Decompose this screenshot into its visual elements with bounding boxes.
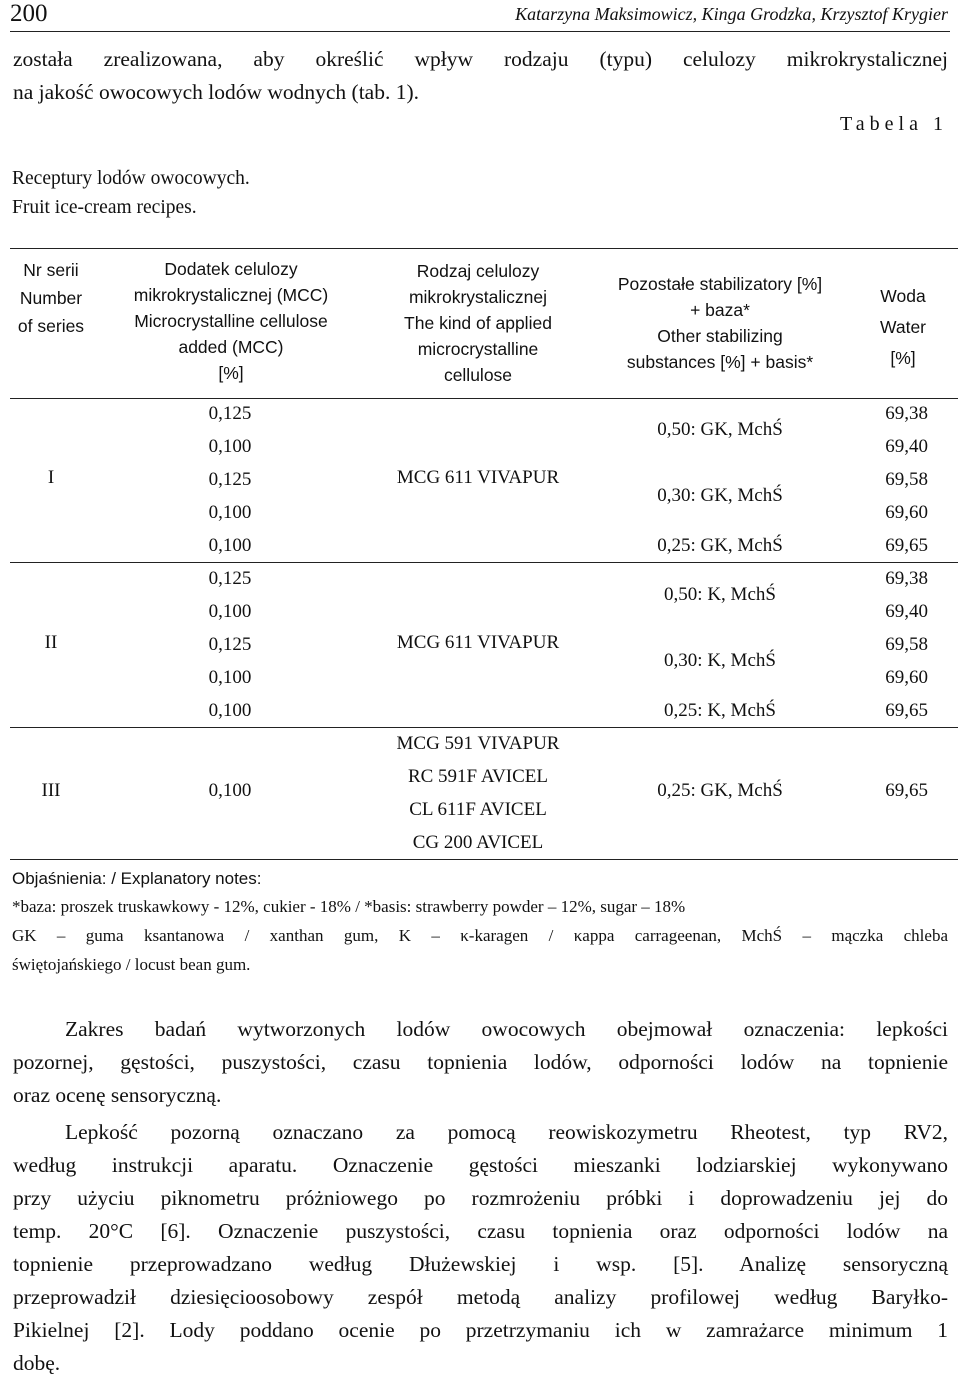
col-header-stab-line: Pozostałe stabilizatory [%] [617,274,823,294]
table-rule-bottom [10,859,958,860]
col-header-mcc-line: Microcrystalline cellulose [134,311,328,331]
cellulose-kind: MCG 611 VIVAPUR [396,632,560,653]
running-header-authors: Katarzyna Maksimowicz, Kinga Grodzka, Krzysztof Krygier [515,4,948,24]
col-header-stabilizers [592,271,848,375]
body-p2-line-3: przy użyciu piknometru próżniowego po rozmrożeniu próbki i doprowadzeniu jej do [13,1186,948,1210]
col-header-kind-line: microcrystalline [417,339,539,359]
col-header-series [10,256,92,340]
stabilizer-value: 0,25: GK, MchŚ [657,535,783,556]
water-value: 69,65 [885,780,928,801]
series-label: II [44,632,58,653]
mcc-value: 0,100 [208,667,252,688]
mcc-value: 0,100 [208,436,252,457]
mcc-value: 0,125 [208,634,252,655]
water-value: 69,40 [885,601,928,622]
mcc-value: 0,100 [208,700,252,721]
water-value: 69,60 [885,667,928,688]
mcc-value: 0,125 [208,568,252,589]
body-p2-line-5: topnienie przeprowadzano według Dłużewskiej i wsp. [5]. Analizę sensoryczną [13,1252,948,1276]
mcc-value: 0,100 [208,601,252,622]
notes-line-3: świętojańskiego / locust bean gum. [12,955,251,974]
stabilizer-value: 0,30: K, MchŚ [664,650,776,671]
mcc-value: 0,100 [208,535,252,556]
col-header-kind-line: cellulose [443,365,513,385]
stabilizer-value: 0,50: K, MchŚ [664,584,776,605]
col-header-kind-line: mikrokrystalicznej [408,287,548,307]
col-header-mcc-line: [%] [218,363,244,383]
col-header-water-line: Water [879,317,927,337]
body-p2-line-4: temp. 20°C [6]. Oznaczenie puszystości, czasu topnienia oraz odporności lodów na [13,1219,948,1243]
water-value: 69,38 [885,568,928,589]
body-p1-line-1: Zakres badań wytworzonych lodów owocowych obejmował oznaczenia: lepkości [65,1017,948,1041]
intro-line-2: na jakość owocowych lodów wodnych (tab. 1). [13,80,420,104]
col-header-kind-line: The kind of applied [404,313,552,333]
col-header-stab-line: Other stabilizing [657,326,783,346]
water-value: 69,58 [885,469,928,490]
stabilizer-value: 0,30: GK, MchŚ [657,485,783,506]
body-p2-line-8: dobę. [13,1351,61,1375]
notes-line-2: GK – guma ksantanowa / xanthan gum, K – κ-karagen / κappa carrageenan, MchŚ – mączka chleba [12,926,948,945]
water-value: 69,65 [885,535,928,556]
series-label: I [47,467,55,488]
stabilizer-value: 0,25: K, MchŚ [664,700,776,721]
cellulose-kind: CG 200 AVICEL [412,832,544,853]
series-label: III [41,780,61,801]
table-label: Tabela 1 [839,113,948,135]
col-header-water-line: Woda [880,286,926,306]
mcc-value: 0,100 [208,502,252,523]
body-p1-line-3: oraz ocenę sensoryczną. [13,1083,222,1107]
caption-en: Fruit ice-cream recipes. [12,197,197,218]
mcc-value: 0,125 [208,403,252,424]
table-rule-1 [10,562,958,563]
page-number: 200 [10,0,48,27]
body-p2-line-2: według instrukcji aparatu. Oznaczenie gęstości mieszanki lodziarskiej wykonywano [13,1153,948,1177]
col-header-mcc-line: Dodatek celulozy [164,259,298,279]
col-header-water [848,281,958,374]
col-header-series-line: Nr serii [23,260,79,280]
mcc-value: 0,125 [208,469,252,490]
water-value: 69,40 [885,436,928,457]
col-header-kind [364,258,592,388]
table-rule-header [10,398,958,399]
stabilizer-value: 0,50: GK, MchŚ [657,419,783,440]
body-p1-line-2: pozornej, gęstości, puszystości, czasu topnienia lodów, odporności lodów na topnienie [13,1050,948,1074]
cellulose-kind: MCG 611 VIVAPUR [396,467,560,488]
stabilizer-value: 0,25: GK, MchŚ [657,780,783,801]
water-value: 69,60 [885,502,928,523]
water-value: 69,58 [885,634,928,655]
col-header-stab-line: substances [%] + basis* [626,352,814,372]
notes-line-1: *baza: proszek truskawkowy - 12%, cukier - 18% / *basis: strawberry powder – 12%, sugar – 18% [12,897,686,916]
col-header-water-line: [%] [890,348,916,368]
water-value: 69,38 [885,403,928,424]
col-header-series-line: Number [19,288,83,308]
cellulose-kind: CL 611F AVICEL [409,799,547,820]
body-p2-line-6: przeprowadził dziesięcioosobowy zespół metodą analizy profilowej według Baryłko- [13,1285,948,1309]
intro-line-1: została zrealizowana, aby określić wpływ rodzaju (typu) celulozy mikrokrystalicznej [13,47,948,71]
table-rule-2 [10,727,958,728]
col-header-series-line: of series [17,316,85,336]
col-header-mcc [100,256,362,386]
cellulose-kind: MCG 591 VIVAPUR [396,733,560,754]
cellulose-kind: RC 591F AVICEL [407,766,549,787]
col-header-mcc-line: added (MCC) [178,337,284,357]
mcc-value: 0,100 [208,780,252,801]
notes-title: Objaśnienia: / Explanatory notes: [12,869,262,888]
caption-pl: Receptury lodów owocowych. [12,168,250,189]
water-value: 69,65 [885,700,928,721]
col-header-stab-line: + baza* [690,300,750,320]
col-header-kind-line: Rodzaj celulozy [416,261,540,281]
col-header-mcc-line: mikrokrystalicznej (MCC) [133,285,329,305]
body-p2-line-7: Pikielnej [2]. Lody poddano ocenie po przetrzymaniu ich w zamrażarce minimum 1 [13,1318,948,1342]
table-rule-top [10,248,958,249]
body-p2-line-1: Lepkość pozorną oznaczano za pomocą reowiskozymetru Rheotest, typ RV2, [65,1120,948,1144]
